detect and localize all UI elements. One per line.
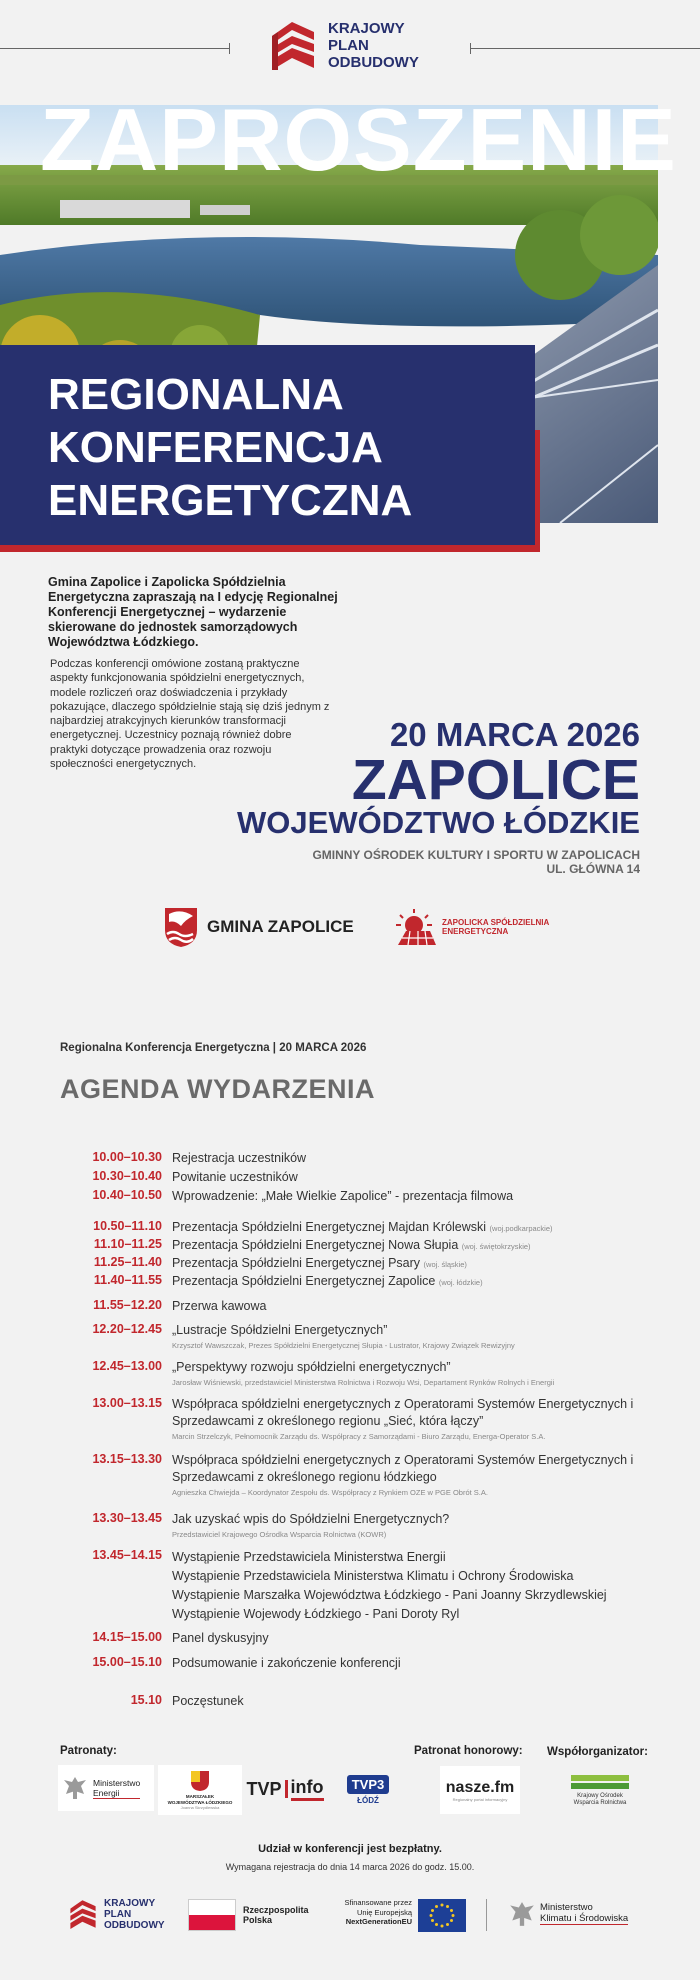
agenda-text-main: Współpraca spółdzielni energetycznych z Operatorami Systemów Energetycznych i Sprzedawcami z określonego regionu „Sieć, która łączy” — [172, 1397, 634, 1428]
kpo-emblem-icon — [68, 1897, 98, 1931]
kowr-text — [574, 1793, 627, 1807]
eu-line-1: Sfinansowane przez — [344, 1898, 412, 1907]
agenda-text — [172, 1237, 642, 1255]
agenda-text-main: Prezentacja Spółdzielni Energetycznej Majdan Królewski — [172, 1220, 487, 1234]
rzeczpospolita-logo — [188, 1899, 308, 1931]
coop-name-line-2: ENERGETYCZNA — [442, 927, 509, 936]
agenda-text-main: „Perspektywy rozwoju spółdzielni energetycznych” — [172, 1360, 451, 1374]
footer-kpo-line-2: PLAN — [104, 1909, 132, 1920]
agenda-text — [172, 1548, 642, 1624]
patronaty-label: Patronaty: — [60, 1745, 117, 1757]
agenda-time: 11.55–12.20 — [93, 1298, 162, 1312]
nasze-fm-brand: nasze.fm — [445, 1778, 515, 1796]
kowr-line-2: Wsparcia Rolnictwa — [573, 1800, 627, 1806]
agenda-text: Przerwa kawowa — [172, 1299, 267, 1313]
agenda-breadcrumb: Regionalna Konferencja Energetyczna | 20 MARCA 2026 — [60, 1042, 367, 1054]
agenda-text: Poczęstunek — [172, 1694, 244, 1708]
footer-kpo-logo — [68, 1897, 178, 1933]
agenda-text — [172, 1452, 642, 1498]
kowr-line-1: Krajowy Ośrodek — [577, 1793, 623, 1799]
agenda-text: Powitanie uczestników — [172, 1170, 298, 1184]
agenda-line: Wystąpienie Przedstawiciela Ministerstwa Klimatu i Ochrony Środowiska — [172, 1569, 574, 1583]
eu-funding-logo — [334, 1898, 469, 1934]
agenda-text — [172, 1396, 642, 1442]
rp-text — [243, 1905, 309, 1925]
event-region: WOJEWÓDZTWO ŁÓDZKIE — [237, 805, 640, 840]
marszalek-subtitle: Joanna Skrzydlewska — [180, 1805, 220, 1810]
agenda-text-main: Jak uzyskać wpis do Spółdzielni Energetycznych? — [172, 1512, 450, 1526]
conference-title-line-1: REGIONALNA — [48, 370, 344, 419]
tvp-info-brand: TVP — [246, 1778, 282, 1799]
agenda-time: 10.50–11.10 — [93, 1219, 162, 1233]
kpo-emblem-icon — [268, 18, 318, 72]
agenda-speaker: Krzysztof Wawszczak, Prezes Spółdzielni Energetycznej Słupia - Lustrator, Krajowy Związek Rewizyjny — [172, 1341, 515, 1350]
agenda-text — [172, 1359, 642, 1388]
conference-title-line-2: KONFERENCJA — [48, 423, 383, 472]
eu-line-3: NextGenerationEU — [345, 1917, 412, 1926]
white-eagle-icon — [62, 1774, 88, 1802]
eu-flag-icon — [418, 1899, 466, 1932]
ministerstwo-energii-text — [93, 1778, 140, 1799]
free-participation-note: Udział w konferencji jest bezpłatny. — [258, 1843, 442, 1855]
marszalek-line-2: WOJEWÓDZTWA ŁÓDZKIEGO — [167, 1799, 233, 1805]
gmina-zapolice-logo — [163, 905, 354, 949]
header-rule-tick-left — [229, 43, 230, 54]
coop-name-line-1: ZAPOLICKA SPÓŁDZIELNIA — [442, 918, 550, 927]
conference-title-line-3: ENERGETYCZNA — [48, 476, 413, 525]
agenda-text-main: Prezentacja Spółdzielni Energetycznej Psary — [172, 1256, 421, 1270]
tvp-info-suffix: info — [291, 1777, 324, 1801]
ministerstwo-energii-logo — [58, 1765, 154, 1811]
title-box-red-bar — [0, 545, 540, 552]
header-rule-tick-right — [470, 43, 471, 54]
agenda-time: 15.00–15.10 — [92, 1655, 162, 1669]
white-eagle-icon — [508, 1898, 536, 1930]
nasze-fm-subtitle: Regionalny portal informacyjny — [452, 1796, 508, 1802]
intro-lead: Gmina Zapolice i Zapolicka Spółdzielnia Energetyczna zapraszają na I edycję Regionalnej Konferencji Energetycznej – wydarzenie skierowane do jednostek samorządowych Województwa Łódzkiego. — [48, 575, 338, 649]
polish-flag-icon — [188, 1899, 236, 1931]
venue-line-2: UL. GŁÓWNA 14 — [546, 862, 640, 876]
agenda-text — [172, 1322, 642, 1351]
agenda-text: Wprowadzenie: „Małe Wielkie Zapolice” - prezentacja filmowa — [172, 1189, 514, 1203]
agenda-note: (woj. świętokrzyskie) — [461, 1242, 531, 1251]
marszalek-line-1: MARSZAŁEK — [185, 1794, 215, 1799]
agenda-line: Wystąpienie Wojewody Łódzkiego - Pani Doroty Ryl — [172, 1607, 460, 1621]
coop-name — [442, 918, 549, 936]
agenda-line: Wystąpienie Przedstawiciela Ministerstwa Energii — [172, 1550, 446, 1564]
agenda-text — [172, 1273, 642, 1291]
registration-deadline: Wymagana rejestracja do dnia 14 marca 2026 do godz. 15.00. — [225, 1862, 475, 1872]
agenda-note: (woj. łódzkie) — [438, 1278, 483, 1287]
kowr-leaf-icon — [571, 1773, 629, 1791]
kpo-logo — [268, 18, 438, 74]
marszalek-logo — [158, 1765, 242, 1815]
footer-kpo-line-1: KRAJOWY — [104, 1898, 156, 1909]
nasze-fm-logo — [440, 1766, 520, 1814]
footer-kpo-text — [104, 1898, 165, 1931]
agenda-time: 12.20–12.45 — [92, 1322, 162, 1336]
gmina-name: GMINA ZAPOLICE — [207, 917, 354, 936]
agenda-time: 15.10 — [130, 1693, 162, 1707]
zapolicka-coop-logo — [392, 905, 549, 949]
agenda-time: 10.40–10.50 — [92, 1188, 162, 1202]
gmina-crest-icon — [163, 906, 199, 948]
tvp3-brand: TVP3 — [347, 1775, 390, 1794]
footer-kpo-line-3: ODBUDOWY — [104, 1920, 165, 1931]
agenda-line: Wystąpienie Marszałka Województwa Łódzkiego - Pani Joanny Skrzydlewskiej — [172, 1588, 607, 1602]
patronat-honorowy-label: Patronat honorowy: — [414, 1745, 523, 1757]
agenda-text: Panel dyskusyjny — [172, 1631, 269, 1645]
agenda-time: 12.45–13.00 — [92, 1359, 162, 1373]
agenda-text-main: Prezentacja Spółdzielni Energetycznej Nowa Słupia — [172, 1238, 459, 1252]
footer-divider — [486, 1899, 487, 1931]
eu-funding-text — [334, 1898, 412, 1927]
kpo-logo-text — [328, 20, 419, 71]
min-energii-line-2: Energii — [93, 1787, 120, 1798]
agenda-note: (woj.podkarpackie) — [489, 1224, 553, 1233]
agenda-speaker: Agnieszka Chwiejda – Koordynator Zespołu ds. Współpracy z Rynkiem OZE w PGE Obrót S.A. — [172, 1488, 488, 1497]
mkis-text — [540, 1902, 628, 1925]
mkis-logo — [508, 1898, 638, 1934]
agenda-text-main: Prezentacja Spółdzielni Energetycznej Zapolice — [172, 1274, 436, 1288]
conference-title — [48, 368, 412, 527]
agenda-time: 11.10–11.25 — [93, 1237, 162, 1251]
mkis-line-2: Klimatu i Środowiska — [540, 1913, 629, 1924]
agenda-note: (woj. śląskie) — [423, 1260, 467, 1269]
agenda-text — [172, 1255, 642, 1273]
agenda-time: 13.30–13.45 — [92, 1511, 162, 1525]
agenda-text — [172, 1511, 642, 1540]
min-energii-line-1: Ministerstwo — [93, 1777, 141, 1788]
kpo-line-2: PLAN — [328, 37, 369, 54]
title-box-red-edge — [535, 430, 540, 552]
event-venue — [312, 848, 640, 876]
eu-line-2: Unię Europejską — [356, 1907, 412, 1917]
lodzkie-crest-icon — [190, 1770, 210, 1792]
agenda-text-main: Współpraca spółdzielni energetycznych z Operatorami Systemów Energetycznych i Sprzedawcami z określonego regionu łódzkiego — [172, 1453, 634, 1484]
event-date: 20 MARCA 2026 — [389, 716, 640, 753]
event-city: ZAPOLICE — [351, 748, 640, 812]
intro-body: Podczas konferencji omówione zostaną praktyczne aspekty funkcjonowania spółdzielni energetycznych, modele rozliczeń oraz doświadczenia i przykłady pokazujące, dlaczego spółdzielnie stają się dziś jednym z najbardziej atrakcyjnych kierunków transformacji energetycznej. Uczestnicy poznają również dobre praktyki dotyczące prowadzenia oraz rozwoju społeczności energetycznych. — [50, 658, 330, 771]
tvp-info-divider — [285, 1780, 288, 1798]
kpo-line-3: ODBUDOWY — [328, 54, 419, 71]
wspolorganizator-label: Współorganizator: — [547, 1746, 648, 1758]
agenda-text: Rejestracja uczestników — [172, 1151, 307, 1165]
agenda-time: 13.45–14.15 — [92, 1548, 162, 1562]
agenda-time: 14.15–15.00 — [92, 1630, 162, 1644]
agenda-time: 10.00–10.30 — [92, 1150, 162, 1164]
marszalek-text — [168, 1794, 233, 1805]
agenda-text — [172, 1219, 642, 1237]
kpo-line-1: KRAJOWY — [328, 20, 405, 37]
rp-line-2: Polska — [243, 1915, 273, 1925]
agenda-speaker: Przedstawiciel Krajowego Ośrodka Wsparcia Rolnictwa (KOWR) — [172, 1530, 387, 1539]
agenda-time: 13.15–13.30 — [92, 1452, 162, 1466]
agenda-time: 10.30–10.40 — [92, 1169, 162, 1183]
tvp3-city: ŁÓDŹ — [357, 1796, 379, 1805]
agenda-time: 11.40–11.55 — [93, 1273, 162, 1287]
agenda-speaker: Marcin Strzelczyk, Pełnomocnik Zarządu ds. Współpracy z Samorządami - Biuro Zarządu, Energa-Operator S.A. — [172, 1432, 546, 1441]
kowr-logo — [556, 1766, 644, 1814]
tvp3-lodz-logo — [340, 1770, 396, 1810]
agenda-speaker: Jarosław Wiśniewski, przedstawiciel Ministerstwa Rolnictwa i Rozwoju Wsi, Departament Rynków Rolnych i Energii — [172, 1378, 555, 1387]
agenda-time: 11.25–11.40 — [93, 1255, 162, 1269]
agenda-text: Podsumowanie i zakończenie konferencji — [172, 1656, 401, 1670]
agenda-time: 13.00–13.15 — [92, 1396, 162, 1410]
solar-sun-icon — [392, 907, 436, 947]
venue-line-1: GMINNY OŚRODEK KULTURY I SPORTU W ZAPOLICACH — [312, 848, 640, 862]
rp-line-1: Rzeczpospolita — [243, 1905, 309, 1915]
agenda-text-main: „Lustracje Spółdzielni Energetycznych” — [172, 1323, 388, 1337]
header-rule-right — [470, 48, 700, 49]
mkis-line-1: Ministerstwo — [540, 1902, 593, 1913]
agenda-title: AGENDA WYDARZENIA — [60, 1074, 375, 1104]
hero-title: ZAPROSZENIE — [40, 90, 677, 189]
tvp-info-logo — [240, 1770, 330, 1808]
header-rule-left — [0, 48, 230, 49]
